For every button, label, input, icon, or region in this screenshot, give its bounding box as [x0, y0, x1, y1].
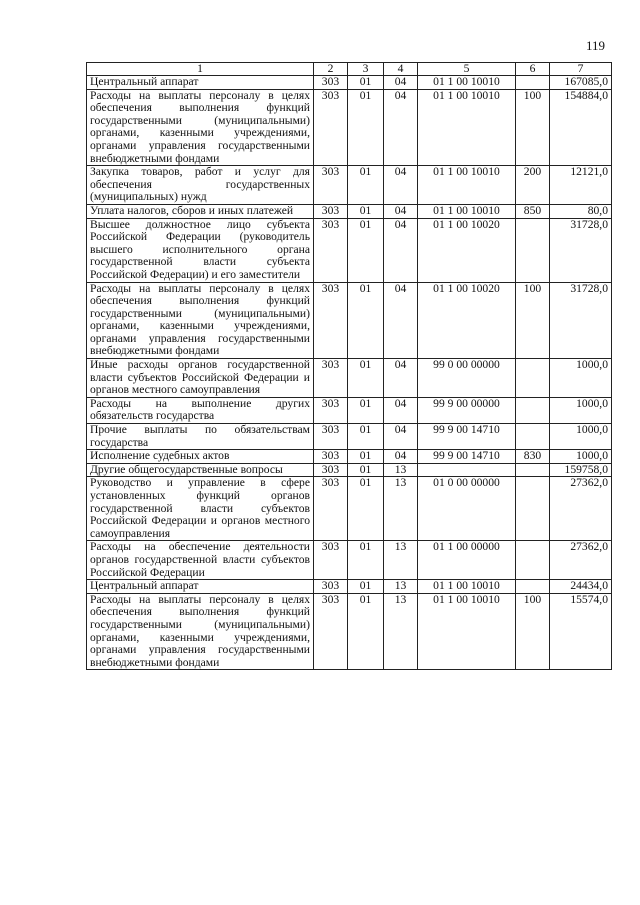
table-row	[87, 450, 612, 464]
cell-amount: 31728,0	[550, 282, 612, 359]
row-name: Высшее должностное лицо субъекта Российской Федерации (руководитель высшего исполнительного органа государственной власти субъекта Российской Федерации) и его заместители	[87, 218, 314, 282]
cell-amount: 12121,0	[550, 166, 612, 205]
row-name: Другие общегосударственные вопросы	[87, 463, 314, 477]
cell-target-article: 01 0 00 00000	[418, 477, 516, 541]
cell-target-article: 01 1 00 10010	[418, 593, 516, 670]
cell-section: 01	[348, 397, 384, 423]
cell-target-article: 01 1 00 10010	[418, 204, 516, 218]
cell-section: 01	[348, 424, 384, 450]
cell-subsection: 13	[384, 541, 418, 580]
cell-code: 303	[314, 541, 348, 580]
cell-subsection: 04	[384, 282, 418, 359]
cell-amount: 31728,0	[550, 218, 612, 282]
table-row	[87, 76, 612, 90]
cell-subsection: 04	[384, 218, 418, 282]
cell-expense-type	[516, 397, 550, 423]
table-header-row	[87, 63, 612, 76]
cell-code: 303	[314, 450, 348, 464]
cell-code: 303	[314, 424, 348, 450]
cell-expense-type	[516, 76, 550, 90]
cell-amount: 1000,0	[550, 450, 612, 464]
cell-amount: 27362,0	[550, 541, 612, 580]
cell-expense-type	[516, 218, 550, 282]
cell-amount: 27362,0	[550, 477, 612, 541]
cell-section: 01	[348, 204, 384, 218]
cell-section: 01	[348, 450, 384, 464]
cell-expense-type	[516, 424, 550, 450]
cell-code: 303	[314, 282, 348, 359]
cell-section: 01	[348, 282, 384, 359]
cell-subsection: 04	[384, 76, 418, 90]
cell-section: 01	[348, 463, 384, 477]
table-row	[87, 580, 612, 594]
cell-subsection: 04	[384, 397, 418, 423]
row-name: Расходы на выполнение других обязательств государства	[87, 397, 314, 423]
cell-target-article: 01 1 00 10020	[418, 218, 516, 282]
cell-code: 303	[314, 397, 348, 423]
cell-expense-type	[516, 580, 550, 594]
cell-expense-type: 850	[516, 204, 550, 218]
cell-expense-type: 830	[516, 450, 550, 464]
cell-section: 01	[348, 477, 384, 541]
cell-section: 01	[348, 359, 384, 398]
cell-target-article: 01 1 00 10010	[418, 76, 516, 90]
table-row	[87, 359, 612, 398]
cell-subsection: 04	[384, 166, 418, 205]
cell-expense-type	[516, 477, 550, 541]
column-header: 5	[418, 63, 516, 76]
row-name: Расходы на выплаты персоналу в целях обеспечения выполнения функций государственными (муниципальными) органами, казенными учреждениями, органами управления государственными внебюджетными фондами	[87, 593, 314, 670]
cell-expense-type	[516, 541, 550, 580]
row-name: Прочие выплаты по обязательствам государства	[87, 424, 314, 450]
cell-code: 303	[314, 477, 348, 541]
cell-code: 303	[314, 593, 348, 670]
cell-code: 303	[314, 204, 348, 218]
row-name: Руководство и управление в сфере установленных функций органов государственной власти субъектов Российской Федерации и органов местного самоуправления	[87, 477, 314, 541]
cell-target-article: 01 1 00 10020	[418, 282, 516, 359]
row-name: Исполнение судебных актов	[87, 450, 314, 464]
row-name: Расходы на выплаты персоналу в целях обеспечения выполнения функций государственными (муниципальными) органами, казенными учреждениями, органами управления государственными внебюджетными фондами	[87, 282, 314, 359]
cell-code: 303	[314, 463, 348, 477]
row-name: Уплата налогов, сборов и иных платежей	[87, 204, 314, 218]
cell-section: 01	[348, 580, 384, 594]
table-row	[87, 541, 612, 580]
cell-code: 303	[314, 218, 348, 282]
row-name: Закупка товаров, работ и услуг для обеспечения государственных (муниципальных) нужд	[87, 166, 314, 205]
cell-amount: 167085,0	[550, 76, 612, 90]
cell-subsection: 04	[384, 204, 418, 218]
table-row	[87, 282, 612, 359]
column-header: 7	[550, 63, 612, 76]
table-row	[87, 218, 612, 282]
cell-target-article: 01 1 00 10010	[418, 580, 516, 594]
cell-subsection: 04	[384, 89, 418, 166]
cell-target-article: 01 1 00 10010	[418, 166, 516, 205]
table-row	[87, 204, 612, 218]
cell-subsection: 13	[384, 593, 418, 670]
cell-code: 303	[314, 359, 348, 398]
cell-expense-type: 100	[516, 593, 550, 670]
cell-section: 01	[348, 76, 384, 90]
cell-subsection: 13	[384, 580, 418, 594]
cell-target-article: 99 9 00 00000	[418, 397, 516, 423]
cell-amount: 1000,0	[550, 397, 612, 423]
cell-section: 01	[348, 593, 384, 670]
cell-code: 303	[314, 166, 348, 205]
table-row	[87, 424, 612, 450]
row-name: Расходы на выплаты персоналу в целях обеспечения выполнения функций государственными (муниципальными) органами, казенными учреждениями, органами управления государственными внебюджетными фондами	[87, 89, 314, 166]
column-header: 6	[516, 63, 550, 76]
cell-expense-type: 100	[516, 89, 550, 166]
cell-section: 01	[348, 218, 384, 282]
cell-section: 01	[348, 166, 384, 205]
row-name: Расходы на обеспечение деятельности органов государственной власти субъектов Российской Федерации	[87, 541, 314, 580]
cell-amount: 1000,0	[550, 359, 612, 398]
cell-amount: 80,0	[550, 204, 612, 218]
row-name: Иные расходы органов государственной власти субъектов Российской Федерации и органов местного самоуправления	[87, 359, 314, 398]
table-row	[87, 593, 612, 670]
row-name: Центральный аппарат	[87, 580, 314, 594]
budget-table	[86, 62, 612, 670]
cell-target-article: 99 9 00 14710	[418, 424, 516, 450]
cell-expense-type	[516, 463, 550, 477]
cell-target-article	[418, 463, 516, 477]
cell-target-article: 99 9 00 14710	[418, 450, 516, 464]
page-number: 119	[586, 38, 606, 53]
cell-subsection: 04	[384, 359, 418, 398]
cell-subsection: 04	[384, 450, 418, 464]
cell-amount: 1000,0	[550, 424, 612, 450]
column-header: 4	[384, 63, 418, 76]
cell-code: 303	[314, 76, 348, 90]
cell-target-article: 01 1 00 10010	[418, 89, 516, 166]
cell-subsection: 04	[384, 424, 418, 450]
cell-amount: 15574,0	[550, 593, 612, 670]
table-row	[87, 463, 612, 477]
cell-subsection: 13	[384, 477, 418, 541]
cell-section: 01	[348, 541, 384, 580]
cell-expense-type: 100	[516, 282, 550, 359]
cell-target-article: 01 1 00 00000	[418, 541, 516, 580]
table-row	[87, 166, 612, 205]
table-row	[87, 477, 612, 541]
column-header: 2	[314, 63, 348, 76]
cell-code: 303	[314, 580, 348, 594]
cell-expense-type	[516, 359, 550, 398]
cell-amount: 159758,0	[550, 463, 612, 477]
cell-amount: 154884,0	[550, 89, 612, 166]
table-row	[87, 89, 612, 166]
cell-expense-type: 200	[516, 166, 550, 205]
cell-code: 303	[314, 89, 348, 166]
table-row	[87, 397, 612, 423]
cell-section: 01	[348, 89, 384, 166]
cell-subsection: 13	[384, 463, 418, 477]
cell-target-article: 99 0 00 00000	[418, 359, 516, 398]
column-header: 1	[87, 63, 314, 76]
row-name: Центральный аппарат	[87, 76, 314, 90]
cell-amount: 24434,0	[550, 580, 612, 594]
column-header: 3	[348, 63, 384, 76]
